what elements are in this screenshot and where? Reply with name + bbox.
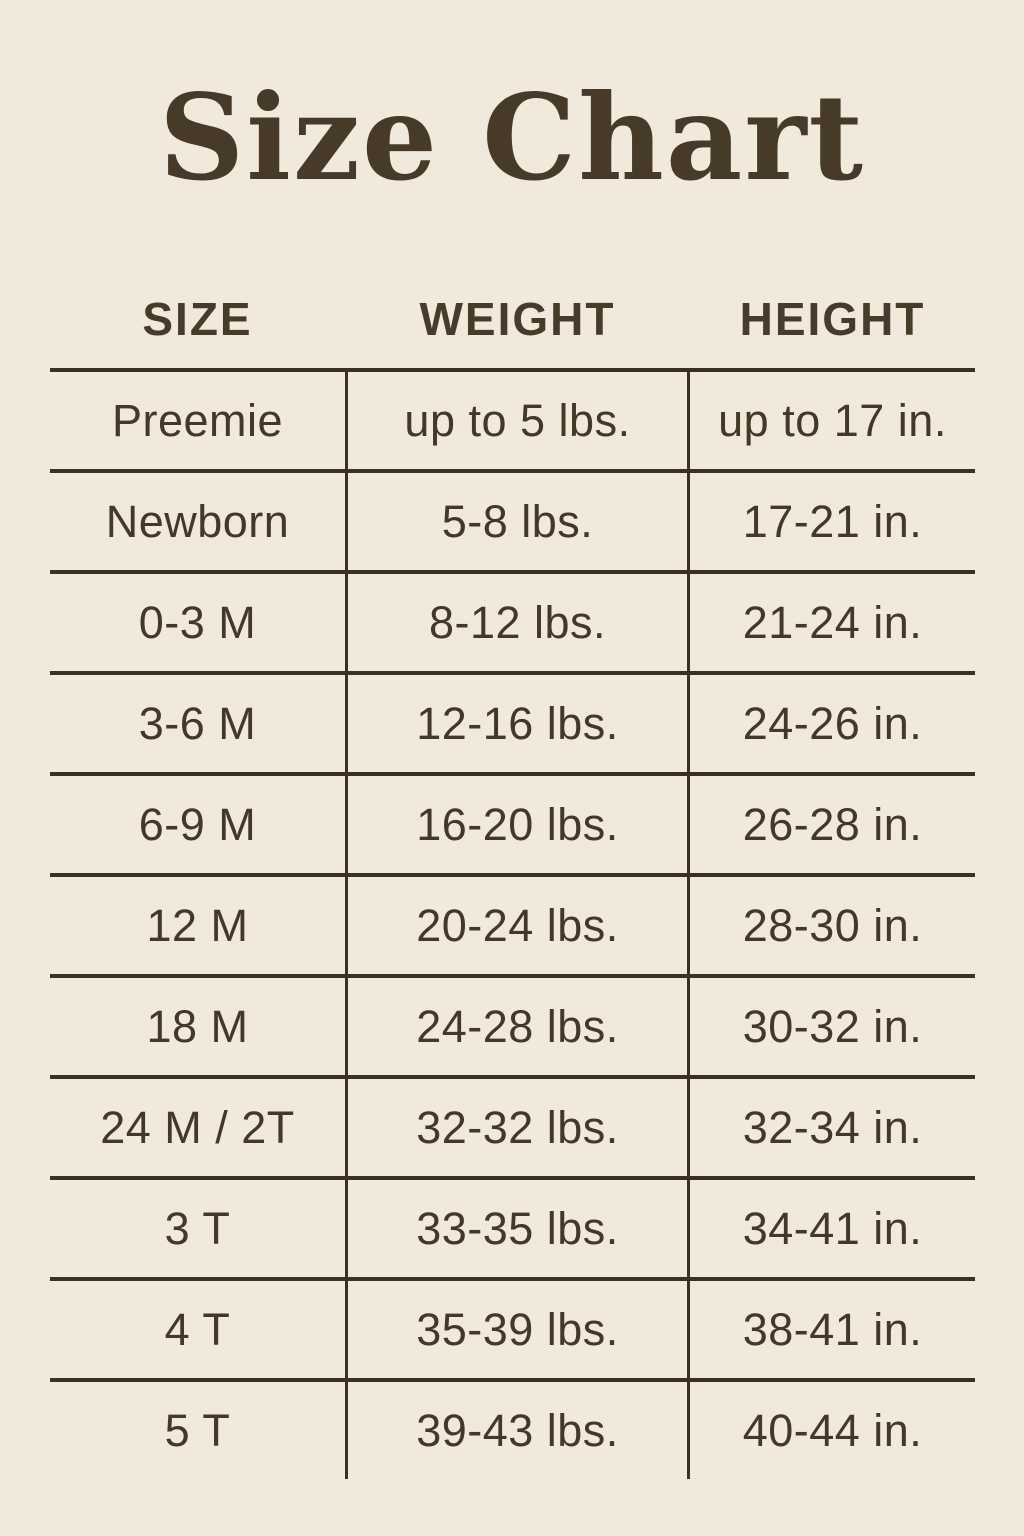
height-cell: 30-32 in. <box>742 1000 923 1052</box>
table-header-row <box>50 270 975 368</box>
weight-cell: 32-32 lbs. <box>345 1079 690 1176</box>
weight-cell: 20-24 lbs. <box>345 877 690 974</box>
column-header-weight: WEIGHT <box>419 293 616 345</box>
height-cell: 40-44 in. <box>742 1404 923 1456</box>
height-cell: 32-34 in. <box>742 1101 923 1153</box>
table-body <box>50 368 975 1479</box>
height-cell: 24-26 in. <box>742 697 923 749</box>
weight-cell: 12-16 lbs. <box>345 675 690 772</box>
table-row <box>50 570 975 671</box>
weight-cell: 24-28 lbs. <box>345 978 690 1075</box>
size-cell: 3-6 M <box>138 697 257 749</box>
size-chart-table <box>50 270 975 1479</box>
height-cell: 17-21 in. <box>742 495 923 547</box>
size-cell: Newborn <box>105 495 290 547</box>
table-row <box>50 974 975 1075</box>
weight-cell: up to 5 lbs. <box>345 372 690 469</box>
size-cell: 24 M / 2T <box>100 1101 295 1153</box>
height-cell: up to 17 in. <box>718 394 947 446</box>
size-cell: 0-3 M <box>138 596 257 648</box>
height-cell: 34-41 in. <box>742 1202 923 1254</box>
size-cell: 4 T <box>164 1303 231 1355</box>
height-cell: 26-28 in. <box>742 798 923 850</box>
height-cell: 38-41 in. <box>742 1303 923 1355</box>
size-cell: Preemie <box>111 394 284 446</box>
table-row <box>50 1075 975 1176</box>
table-row <box>50 873 975 974</box>
table-row <box>50 469 975 570</box>
column-header-height: HEIGHT <box>739 293 926 345</box>
weight-cell: 33-35 lbs. <box>345 1180 690 1277</box>
weight-cell: 8-12 lbs. <box>345 574 690 671</box>
weight-cell: 16-20 lbs. <box>345 776 690 873</box>
table-row <box>50 772 975 873</box>
table-row <box>50 368 975 469</box>
table-row <box>50 671 975 772</box>
column-header-size: SIZE <box>142 293 253 345</box>
weight-cell: 35-39 lbs. <box>345 1281 690 1378</box>
table-row <box>50 1176 975 1277</box>
size-cell: 3 T <box>164 1202 231 1254</box>
page-title: Size Chart <box>158 68 866 207</box>
weight-cell: 5-8 lbs. <box>345 473 690 570</box>
weight-cell: 39-43 lbs. <box>345 1382 690 1479</box>
table-row <box>50 1277 975 1378</box>
table-row <box>50 1378 975 1479</box>
height-cell: 28-30 in. <box>742 899 923 951</box>
size-cell: 5 T <box>164 1404 231 1456</box>
size-cell: 6-9 M <box>138 798 257 850</box>
size-cell: 18 M <box>146 1000 249 1052</box>
size-cell: 12 M <box>146 899 249 951</box>
height-cell: 21-24 in. <box>742 596 923 648</box>
